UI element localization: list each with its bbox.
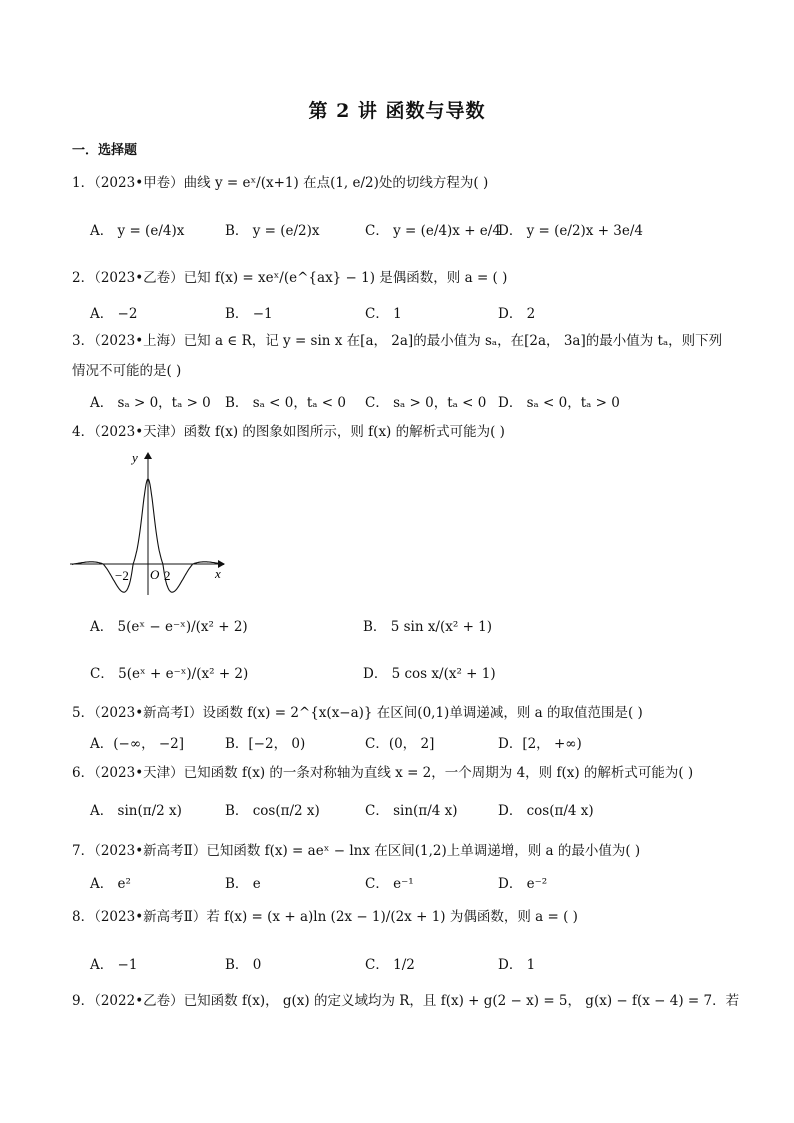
option-c: C． 1 <box>365 306 402 322</box>
option-a: A． −1 <box>90 957 138 973</box>
option-d: D． y = (e/2)x + 3e/4 <box>498 223 644 239</box>
question-3-options <box>90 391 730 413</box>
question-4-options-row1 <box>90 615 730 637</box>
option-c: C． y = (e/4)x + e/4 <box>365 223 501 239</box>
x-axis-label: x <box>215 566 221 581</box>
question-1-stem: 1．（2023•甲卷）曲线 y = eˣ/(x+1) 在点(1, e/2)处的切线方程为( ) <box>72 175 489 191</box>
option-c: C． e⁻¹ <box>365 876 414 892</box>
option-b: B． sₐ < 0，tₐ < 0 <box>225 395 346 411</box>
question-6-options <box>90 799 730 821</box>
question-4-stem: 4．（2023•天津）函数 f(x) 的图象如图所示，则 f(x) 的解析式可能为( ) <box>72 424 505 440</box>
option-d: D． e⁻² <box>498 876 548 892</box>
option-d: D． 2 <box>498 306 536 322</box>
option-d: D．[2， +∞) <box>498 736 582 752</box>
question-8-stem: 8．（2023•新高考Ⅱ）若 f(x) = (x + a)ln (2x − 1)/(2x + 1) 为偶函数，则 a = ( ) <box>72 909 578 925</box>
option-c: C． 1/2 <box>365 957 415 973</box>
function-graph <box>64 445 234 600</box>
question-3-stem: 3．（2023•上海）已知 a ∈ R，记 y = sin x 在[a， 2a]的最小值为 sₐ，在[2a， 3a]的最小值为 tₐ，则下列情况不可能的是( ) <box>72 333 723 379</box>
option-c: C． sin(π/4 x) <box>365 803 458 819</box>
tick-label-neg-2: −2 <box>115 568 129 583</box>
option-a: A． y = (e/4)x <box>90 223 185 239</box>
option-b: B． e <box>225 876 261 892</box>
option-b: B．[−2， 0) <box>225 736 306 752</box>
question-2-options <box>90 302 730 324</box>
y-axis-label: y <box>132 450 138 465</box>
option-c: C． 5(eˣ + e⁻ˣ)/(x² + 2) <box>90 666 249 682</box>
option-d: D． 1 <box>498 957 536 973</box>
question-7-options <box>90 872 730 894</box>
question-8-options <box>90 953 730 975</box>
option-a: A． sₐ > 0，tₐ > 0 <box>90 395 211 411</box>
option-b: B． 5 sin x/(x² + 1) <box>363 619 493 635</box>
option-c: C． sₐ > 0，tₐ < 0 <box>365 395 487 411</box>
page-title: 第 2 讲 函数与导数 <box>308 100 486 122</box>
option-a: A． e² <box>90 876 131 892</box>
option-b: B． −1 <box>225 306 273 322</box>
question-5-options <box>90 732 730 754</box>
option-a: A． −2 <box>90 306 138 322</box>
question-6-stem: 6．（2023•天津）已知函数 f(x) 的一条对称轴为直线 x = 2，一个周期为 4，则 f(x) 的解析式可能为( ) <box>72 765 694 781</box>
option-b: B． 0 <box>225 957 262 973</box>
option-b: B． y = (e/2)x <box>225 223 320 239</box>
option-d: D． cos(π/4 x) <box>498 803 594 819</box>
question-5-stem: 5．（2023•新高考Ⅰ）设函数 f(x) = 2^{x(x−a)} 在区间(0,1)单调递减，则 a 的取值范围是( ) <box>72 705 643 721</box>
option-d: D． sₐ < 0，tₐ > 0 <box>498 395 620 411</box>
question-4-options-row2 <box>90 662 730 684</box>
origin-label: O <box>150 567 160 582</box>
question-1-options <box>90 219 730 241</box>
tick-label-pos-2: 2 <box>164 568 171 583</box>
option-b: B． cos(π/2 x) <box>225 803 320 819</box>
option-a: A． sin(π/2 x) <box>90 803 182 819</box>
question-2-stem: 2．（2023•乙卷）已知 f(x) = xeˣ/(e^{ax} − 1) 是偶函数，则 a = ( ) <box>72 270 508 286</box>
option-c: C．(0， 2] <box>365 736 435 752</box>
section-heading: 一．选择题 <box>72 143 138 158</box>
question-7-stem: 7．（2023•新高考Ⅱ）已知函数 f(x) = aeˣ − lnx 在区间(1,2)上单调递增，则 a 的最小值为( ) <box>72 843 641 859</box>
option-d: D． 5 cos x/(x² + 1) <box>363 666 496 682</box>
question-9-stem: 9．（2022•乙卷）已知函数 f(x)， g(x) 的定义域均为 R，且 f(x) + g(2 − x) = 5， g(x) − f(x − 4) = 7．若 <box>72 993 740 1009</box>
option-a: A． 5(eˣ − e⁻ˣ)/(x² + 2) <box>90 619 248 635</box>
option-a: A．(−∞， −2] <box>90 736 185 752</box>
